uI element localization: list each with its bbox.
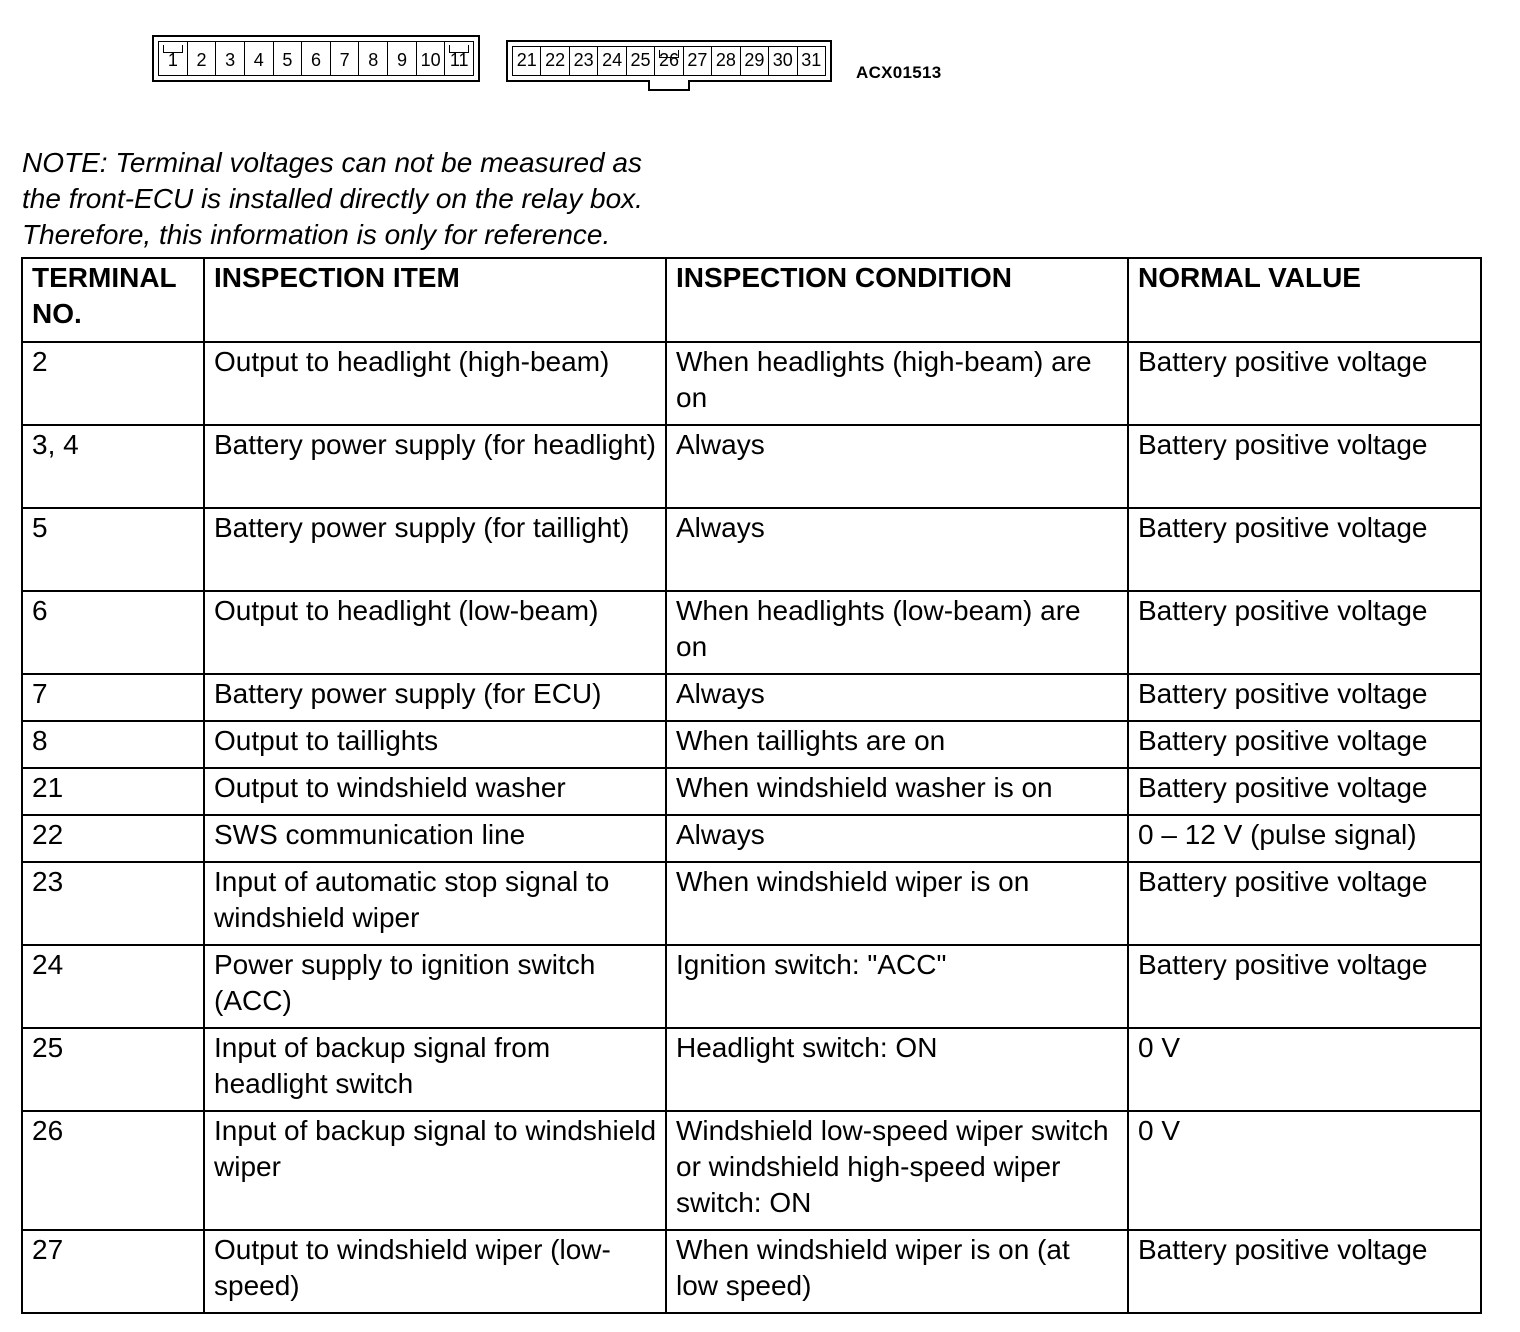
connector-diagram-a [152,35,480,82]
connector-pin: 22 [541,47,569,75]
connector-pin: 23 [570,47,598,75]
connector-pin: 25 [627,47,655,75]
value-cell: 0 – 12 V (pulse signal) [1128,815,1481,862]
condition-cell: Ignition switch: "ACC" [666,945,1128,1028]
condition-cell: When headlights (low-beam) are on [666,591,1128,674]
terminal-cell: 24 [22,945,204,1028]
value-cell: 0 V [1128,1028,1481,1111]
connector-lock-tab [648,80,690,91]
connector-pin: 27 [684,47,712,75]
item-cell: Battery power supply (for headlight) [204,425,666,508]
note-line: the front-ECU is installed directly on the relay box. [22,183,643,214]
item-cell: Battery power supply (for taillight) [204,508,666,591]
terminal-cell: 5 [22,508,204,591]
item-cell: Output to headlight (low-beam) [204,591,666,674]
value-cell: Battery positive voltage [1128,721,1481,768]
terminal-cell: 2 [22,342,204,425]
connector-a-pin-row [158,41,474,76]
header-terminal-no: TERMINAL NO. [22,258,204,342]
value-cell: Battery positive voltage [1128,342,1481,425]
table-row [22,1230,1481,1313]
value-cell: Battery positive voltage [1128,591,1481,674]
terminal-cell: 22 [22,815,204,862]
connector-pin: 9 [388,42,417,75]
value-cell: Battery positive voltage [1128,768,1481,815]
terminal-cell: 27 [22,1230,204,1313]
connector-b-pin-row [512,46,826,76]
table-row [22,862,1481,945]
item-cell: Output to headlight (high-beam) [204,342,666,425]
item-cell: Output to taillights [204,721,666,768]
condition-cell: When headlights (high-beam) are on [666,342,1128,425]
terminal-cell: 6 [22,591,204,674]
condition-cell: Always [666,815,1128,862]
connector-pin: 29 [741,47,769,75]
connector-diagram-b [506,40,832,82]
note-line: NOTE: Terminal voltages can not be measured as [22,147,642,178]
connector-pin: 8 [359,42,388,75]
header-normal-value: NORMAL VALUE [1128,258,1481,342]
connector-pin: 24 [598,47,626,75]
condition-cell: Always [666,425,1128,508]
table-row [22,591,1481,674]
connector-pin: 11 [445,42,473,75]
value-cell: Battery positive voltage [1128,425,1481,508]
item-cell: Battery power supply (for ECU) [204,674,666,721]
connector-pin: 5 [274,42,303,75]
item-cell: Input of backup signal to windshield wiper [204,1111,666,1230]
connector-pin: 6 [302,42,331,75]
table-row [22,1028,1481,1111]
terminal-cell: 8 [22,721,204,768]
condition-cell: When windshield wiper is on [666,862,1128,945]
item-cell: Power supply to ignition switch (ACC) [204,945,666,1028]
value-cell: Battery positive voltage [1128,1230,1481,1313]
note-line: Therefore, this information is only for reference. [22,219,611,250]
latch-marker [449,45,469,53]
connector-pin: 21 [513,47,541,75]
terminal-cell: 23 [22,862,204,945]
condition-cell: Always [666,508,1128,591]
value-cell: Battery positive voltage [1128,945,1481,1028]
terminal-cell: 25 [22,1028,204,1111]
header-inspection-item: INSPECTION ITEM [204,258,666,342]
connector-pin: 2 [188,42,217,75]
terminal-cell: 3, 4 [22,425,204,508]
table-header-row [22,258,1481,342]
connector-pin: 1 [159,42,188,75]
condition-cell: Headlight switch: ON [666,1028,1128,1111]
condition-cell: When windshield washer is on [666,768,1128,815]
connector-pin: 7 [331,42,360,75]
terminal-cell: 26 [22,1111,204,1230]
connector-pin: 10 [417,42,446,75]
table-row [22,342,1481,425]
table-row [22,1111,1481,1230]
latch-marker [659,50,678,58]
connector-pin: 3 [216,42,245,75]
connector-pin: 4 [245,42,274,75]
table-row [22,508,1481,591]
diagram-code: ACX01513 [856,63,942,82]
condition-cell: Always [666,674,1128,721]
value-cell: Battery positive voltage [1128,862,1481,945]
header-inspection-condition: INSPECTION CONDITION [666,258,1128,342]
latch-marker [163,45,183,53]
table-row [22,815,1481,862]
value-cell: Battery positive voltage [1128,508,1481,591]
terminal-inspection-table [21,257,1482,1314]
item-cell: Output to windshield washer [204,768,666,815]
connector-pin: 26 [655,47,683,75]
terminal-cell: 7 [22,674,204,721]
terminal-cell: 21 [22,768,204,815]
condition-cell: Windshield low-speed wiper switch or windshield high-speed wiper switch: ON [666,1111,1128,1230]
item-cell: SWS communication line [204,815,666,862]
connector-pin: 28 [712,47,740,75]
table-row [22,768,1481,815]
condition-cell: When windshield wiper is on (at low speed) [666,1230,1128,1313]
condition-cell: When taillights are on [666,721,1128,768]
table-row [22,945,1481,1028]
item-cell: Input of backup signal from headlight switch [204,1028,666,1111]
connector-pin: 30 [769,47,797,75]
value-cell: Battery positive voltage [1128,674,1481,721]
table-row [22,425,1481,508]
table-row [22,721,1481,768]
item-cell: Output to windshield wiper (low-speed) [204,1230,666,1313]
item-cell: Input of automatic stop signal to windshield wiper [204,862,666,945]
connector-pin: 31 [801,50,822,70]
table-row [22,674,1481,721]
value-cell: 0 V [1128,1111,1481,1230]
reference-note [22,145,782,253]
